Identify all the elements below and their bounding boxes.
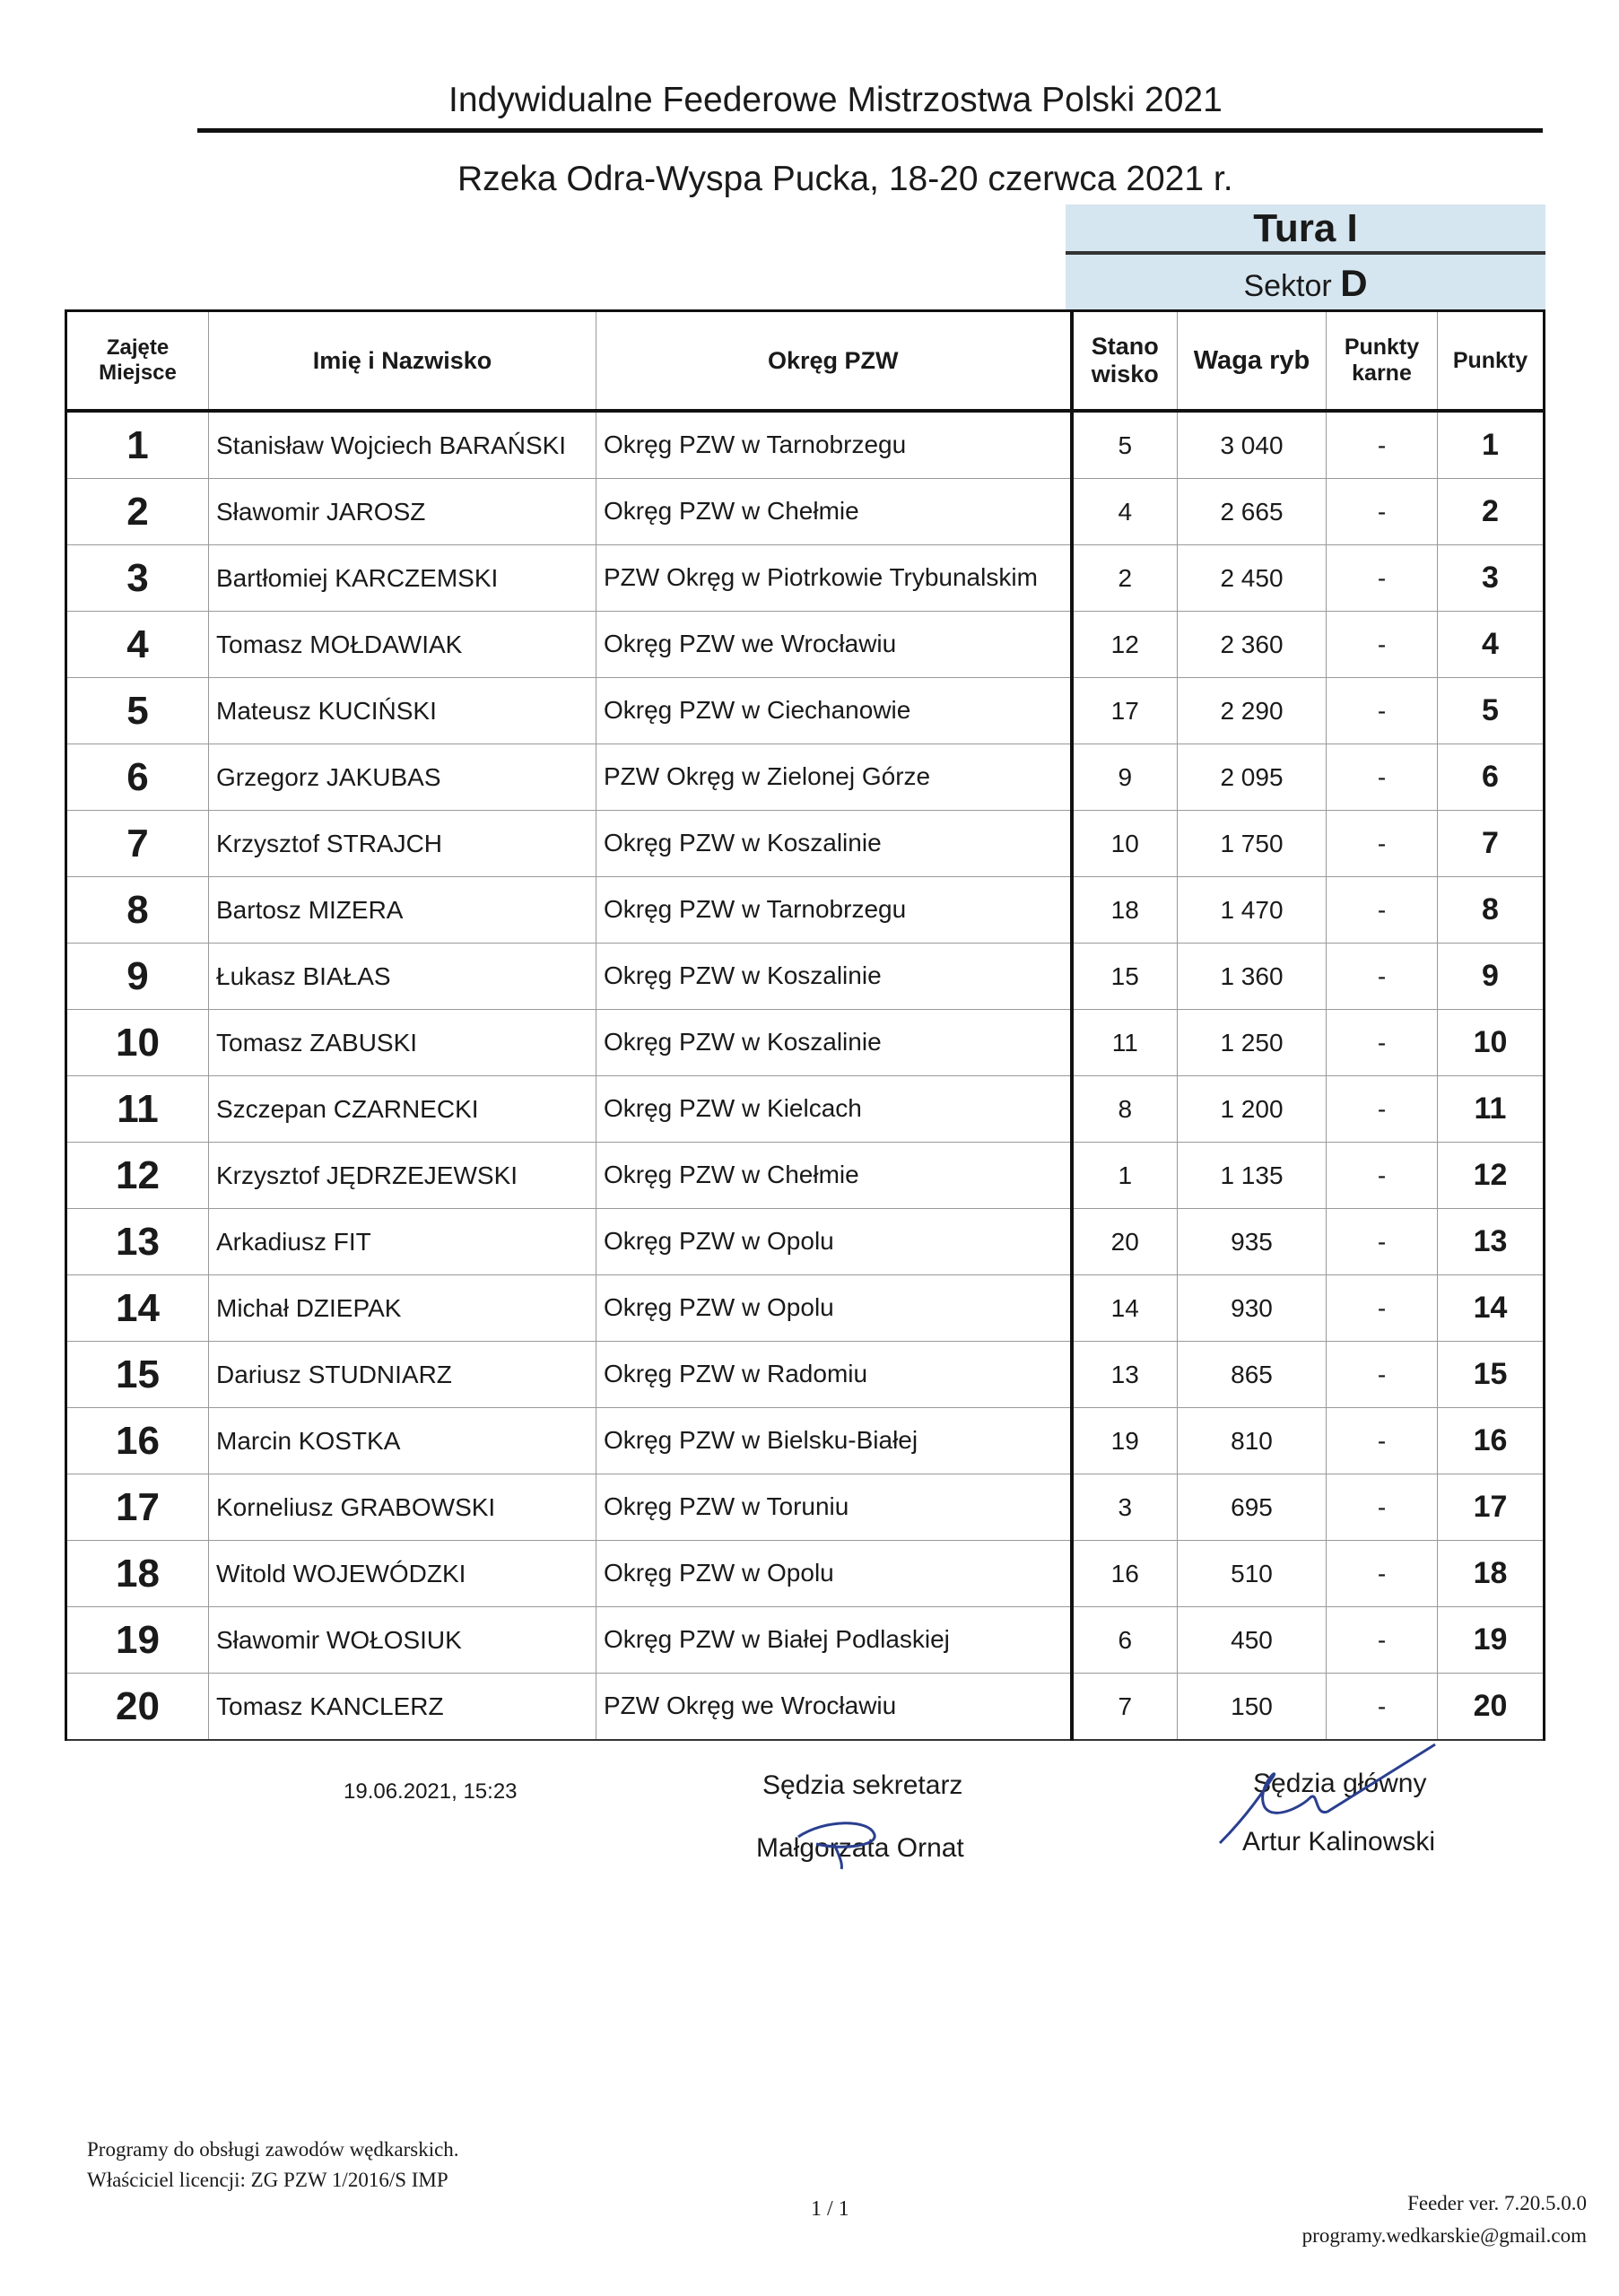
header-okreg: Okręg PZW bbox=[596, 311, 1072, 412]
secretary-name: Małgorzata Ornat bbox=[756, 1833, 964, 1863]
station-cell: 16 bbox=[1072, 1541, 1178, 1607]
table-row bbox=[66, 545, 1545, 612]
document-subtitle: Rzeka Odra-Wyspa Pucka, 18-20 czerwca 2021 r. bbox=[457, 160, 1233, 198]
station-cell: 6 bbox=[1072, 1607, 1178, 1674]
penalty-points-cell: - bbox=[1327, 944, 1438, 1010]
points-cell: 5 bbox=[1438, 678, 1545, 744]
competitor-name-cell: Tomasz KANCLERZ bbox=[209, 1674, 596, 1741]
competitor-name-cell: Stanisław Wojciech BARAŃSKI bbox=[209, 411, 596, 479]
table-row bbox=[66, 1474, 1545, 1541]
table-row bbox=[66, 1607, 1545, 1674]
header-punkty: Punkty bbox=[1438, 311, 1545, 412]
results-body bbox=[66, 411, 1545, 1740]
district-cell: Okręg PZW w Bielsku-Białej bbox=[596, 1408, 1072, 1474]
station-cell: 7 bbox=[1072, 1674, 1178, 1741]
place-cell: 4 bbox=[66, 612, 209, 678]
sector-value: D bbox=[1340, 262, 1368, 304]
fish-weight-cell: 1 360 bbox=[1178, 944, 1327, 1010]
fish-weight-cell: 450 bbox=[1178, 1607, 1327, 1674]
points-cell: 9 bbox=[1438, 944, 1545, 1010]
fish-weight-cell: 2 360 bbox=[1178, 612, 1327, 678]
penalty-points-cell: - bbox=[1327, 811, 1438, 877]
points-cell: 16 bbox=[1438, 1408, 1545, 1474]
fish-weight-cell: 2 290 bbox=[1178, 678, 1327, 744]
place-cell: 18 bbox=[66, 1541, 209, 1607]
district-cell: Okręg PZW w Koszalinie bbox=[596, 944, 1072, 1010]
table-row bbox=[66, 877, 1545, 944]
competitor-name-cell: Tomasz MOŁDAWIAK bbox=[209, 612, 596, 678]
report-datetime: 19.06.2021, 15:23 bbox=[344, 1779, 518, 1804]
page-number: 1 / 1 bbox=[811, 2197, 849, 2221]
table-row bbox=[66, 678, 1545, 744]
points-cell: 1 bbox=[1438, 411, 1545, 479]
fish-weight-cell: 150 bbox=[1178, 1674, 1327, 1741]
station-cell: 15 bbox=[1072, 944, 1178, 1010]
points-cell: 2 bbox=[1438, 479, 1545, 545]
chief-judge-title: Sędzia główny bbox=[1253, 1769, 1427, 1798]
competitor-name-cell: Witold WOJEWÓDZKI bbox=[209, 1541, 596, 1607]
station-cell: 9 bbox=[1072, 744, 1178, 811]
place-cell: 10 bbox=[66, 1010, 209, 1076]
table-row bbox=[66, 1010, 1545, 1076]
table-row bbox=[66, 1076, 1545, 1143]
station-cell: 17 bbox=[1072, 678, 1178, 744]
points-cell: 15 bbox=[1438, 1342, 1545, 1408]
competitor-name-cell: Sławomir JAROSZ bbox=[209, 479, 596, 545]
competitor-name-cell: Bartosz MIZERA bbox=[209, 877, 596, 944]
place-cell: 8 bbox=[66, 877, 209, 944]
penalty-points-cell: - bbox=[1327, 612, 1438, 678]
place-cell: 16 bbox=[66, 1408, 209, 1474]
place-cell: 1 bbox=[66, 411, 209, 479]
district-cell: Okręg PZW w Radomiu bbox=[596, 1342, 1072, 1408]
sector-label bbox=[1066, 262, 1545, 305]
table-row bbox=[66, 1674, 1545, 1741]
points-cell: 4 bbox=[1438, 612, 1545, 678]
district-cell: Okręg PZW w Kielcach bbox=[596, 1076, 1072, 1143]
place-cell: 17 bbox=[66, 1474, 209, 1541]
header-waga: Waga ryb bbox=[1178, 311, 1327, 412]
chief-judge-signature bbox=[1211, 1735, 1444, 1852]
place-cell: 6 bbox=[66, 744, 209, 811]
penalty-points-cell: - bbox=[1327, 1541, 1438, 1607]
place-cell: 5 bbox=[66, 678, 209, 744]
fish-weight-cell: 2 450 bbox=[1178, 545, 1327, 612]
penalty-points-cell: - bbox=[1327, 545, 1438, 612]
penalty-points-cell: - bbox=[1327, 744, 1438, 811]
penalty-points-cell: - bbox=[1327, 479, 1438, 545]
penalty-points-cell: - bbox=[1327, 1474, 1438, 1541]
table-row bbox=[66, 1408, 1545, 1474]
round-label: Tura I bbox=[1253, 206, 1358, 250]
district-cell: Okręg PZW w Tarnobrzegu bbox=[596, 877, 1072, 944]
district-cell: Okręg PZW w Koszalinie bbox=[596, 1010, 1072, 1076]
points-cell: 14 bbox=[1438, 1275, 1545, 1342]
header-place: Zajęte Miejsce bbox=[66, 311, 209, 412]
penalty-points-cell: - bbox=[1327, 1209, 1438, 1275]
district-cell: Okręg PZW w Ciechanowie bbox=[596, 678, 1072, 744]
station-cell: 12 bbox=[1072, 612, 1178, 678]
table-row bbox=[66, 1209, 1545, 1275]
place-cell: 2 bbox=[66, 479, 209, 545]
penalty-points-cell: - bbox=[1327, 1342, 1438, 1408]
competitor-name-cell: Krzysztof STRAJCH bbox=[209, 811, 596, 877]
station-cell: 11 bbox=[1072, 1010, 1178, 1076]
district-cell: Okręg PZW we Wrocławiu bbox=[596, 612, 1072, 678]
table-row bbox=[66, 479, 1545, 545]
district-cell: Okręg PZW w Białej Podlaskiej bbox=[596, 1607, 1072, 1674]
secretary-title: Sędzia sekretarz bbox=[762, 1770, 963, 1800]
fish-weight-cell: 695 bbox=[1178, 1474, 1327, 1541]
points-cell: 8 bbox=[1438, 877, 1545, 944]
points-cell: 20 bbox=[1438, 1674, 1545, 1741]
competitor-name-cell: Tomasz ZABUSKI bbox=[209, 1010, 596, 1076]
fish-weight-cell: 3 040 bbox=[1178, 411, 1327, 479]
competitor-name-cell: Szczepan CZARNECKI bbox=[209, 1076, 596, 1143]
place-cell: 9 bbox=[66, 944, 209, 1010]
table-row bbox=[66, 944, 1545, 1010]
station-cell: 2 bbox=[1072, 545, 1178, 612]
competitor-name-cell: Sławomir WOŁOSIUK bbox=[209, 1607, 596, 1674]
table-row bbox=[66, 1143, 1545, 1209]
fish-weight-cell: 1 250 bbox=[1178, 1010, 1327, 1076]
fish-weight-cell: 1 200 bbox=[1178, 1076, 1327, 1143]
penalty-points-cell: - bbox=[1327, 877, 1438, 944]
footer-version: Feeder ver. 7.20.5.0.0 bbox=[1407, 2192, 1587, 2214]
points-cell: 3 bbox=[1438, 545, 1545, 612]
station-cell: 14 bbox=[1072, 1275, 1178, 1342]
station-cell: 20 bbox=[1072, 1209, 1178, 1275]
competitor-name-cell: Mateusz KUCIŃSKI bbox=[209, 678, 596, 744]
district-cell: Okręg PZW w Toruniu bbox=[596, 1474, 1072, 1541]
station-cell: 19 bbox=[1072, 1408, 1178, 1474]
penalty-points-cell: - bbox=[1327, 1607, 1438, 1674]
station-cell: 8 bbox=[1072, 1076, 1178, 1143]
header-stanowisko: Stano wisko bbox=[1072, 311, 1178, 412]
place-cell: 14 bbox=[66, 1275, 209, 1342]
place-cell: 11 bbox=[66, 1076, 209, 1143]
district-cell: Okręg PZW w Opolu bbox=[596, 1275, 1072, 1342]
fish-weight-cell: 1 470 bbox=[1178, 877, 1327, 944]
district-cell: PZW Okręg we Wrocławiu bbox=[596, 1674, 1072, 1741]
station-cell: 3 bbox=[1072, 1474, 1178, 1541]
place-cell: 3 bbox=[66, 545, 209, 612]
results-table bbox=[65, 309, 1545, 1741]
table-row bbox=[66, 744, 1545, 811]
points-cell: 6 bbox=[1438, 744, 1545, 811]
place-cell: 15 bbox=[66, 1342, 209, 1408]
points-cell: 19 bbox=[1438, 1607, 1545, 1674]
district-cell: Okręg PZW w Chełmie bbox=[596, 1143, 1072, 1209]
table-row bbox=[66, 811, 1545, 877]
footer-license-info: Właściciel licencji: ZG PZW 1/2016/S IMP bbox=[87, 2169, 448, 2191]
secretary-signature bbox=[789, 1810, 888, 1873]
penalty-points-cell: - bbox=[1327, 1674, 1438, 1741]
fish-weight-cell: 510 bbox=[1178, 1541, 1327, 1607]
header-name: Imię i Nazwisko bbox=[209, 311, 596, 412]
points-cell: 18 bbox=[1438, 1541, 1545, 1607]
district-cell: Okręg PZW w Tarnobrzegu bbox=[596, 411, 1072, 479]
table-row bbox=[66, 411, 1545, 479]
points-cell: 12 bbox=[1438, 1143, 1545, 1209]
table-row bbox=[66, 1275, 1545, 1342]
competitor-name-cell: Bartłomiej KARCZEMSKI bbox=[209, 545, 596, 612]
place-cell: 20 bbox=[66, 1674, 209, 1741]
fish-weight-cell: 865 bbox=[1178, 1342, 1327, 1408]
fish-weight-cell: 2 665 bbox=[1178, 479, 1327, 545]
competitor-name-cell: Korneliusz GRABOWSKI bbox=[209, 1474, 596, 1541]
fish-weight-cell: 2 095 bbox=[1178, 744, 1327, 811]
district-cell: PZW Okręg w Piotrkowie Trybunalskim bbox=[596, 545, 1072, 612]
penalty-points-cell: - bbox=[1327, 678, 1438, 744]
chief-judge-name: Artur Kalinowski bbox=[1242, 1827, 1436, 1857]
place-cell: 12 bbox=[66, 1143, 209, 1209]
place-cell: 7 bbox=[66, 811, 209, 877]
fish-weight-cell: 1 135 bbox=[1178, 1143, 1327, 1209]
fish-weight-cell: 1 750 bbox=[1178, 811, 1327, 877]
station-cell: 10 bbox=[1072, 811, 1178, 877]
fish-weight-cell: 935 bbox=[1178, 1209, 1327, 1275]
district-cell: Okręg PZW w Chełmie bbox=[596, 479, 1072, 545]
competitor-name-cell: Łukasz BIAŁAS bbox=[209, 944, 596, 1010]
table-row bbox=[66, 612, 1545, 678]
penalty-points-cell: - bbox=[1327, 1275, 1438, 1342]
fish-weight-cell: 810 bbox=[1178, 1408, 1327, 1474]
penalty-points-cell: - bbox=[1327, 1076, 1438, 1143]
district-cell: PZW Okręg w Zielonej Górze bbox=[596, 744, 1072, 811]
station-cell: 13 bbox=[1072, 1342, 1178, 1408]
competitor-name-cell: Grzegorz JAKUBAS bbox=[209, 744, 596, 811]
competitor-name-cell: Dariusz STUDNIARZ bbox=[209, 1342, 596, 1408]
station-cell: 4 bbox=[1072, 479, 1178, 545]
footer-email: programy.wedkarskie@gmail.com bbox=[1301, 2224, 1587, 2247]
station-cell: 1 bbox=[1072, 1143, 1178, 1209]
table-row bbox=[66, 1541, 1545, 1607]
penalty-points-cell: - bbox=[1327, 411, 1438, 479]
station-cell: 5 bbox=[1072, 411, 1178, 479]
title-divider bbox=[197, 128, 1543, 133]
fish-weight-cell: 930 bbox=[1178, 1275, 1327, 1342]
footer-program-info: Programy do obsługi zawodów wędkarskich. bbox=[87, 2138, 459, 2161]
penalty-points-cell: - bbox=[1327, 1143, 1438, 1209]
competitor-name-cell: Michał DZIEPAK bbox=[209, 1275, 596, 1342]
sector-label-text: Sektor bbox=[1243, 269, 1332, 303]
points-cell: 10 bbox=[1438, 1010, 1545, 1076]
competitor-name-cell: Arkadiusz FIT bbox=[209, 1209, 596, 1275]
points-cell: 11 bbox=[1438, 1076, 1545, 1143]
points-cell: 17 bbox=[1438, 1474, 1545, 1541]
competitor-name-cell: Krzysztof JĘDRZEJEWSKI bbox=[209, 1143, 596, 1209]
place-cell: 13 bbox=[66, 1209, 209, 1275]
round-header-divider bbox=[1066, 251, 1545, 255]
penalty-points-cell: - bbox=[1327, 1010, 1438, 1076]
document-title: Indywidualne Feederowe Mistrzostwa Polski 2021 bbox=[448, 81, 1223, 119]
penalty-points-cell: - bbox=[1327, 1408, 1438, 1474]
points-cell: 13 bbox=[1438, 1209, 1545, 1275]
competitor-name-cell: Marcin KOSTKA bbox=[209, 1408, 596, 1474]
district-cell: Okręg PZW w Opolu bbox=[596, 1541, 1072, 1607]
station-cell: 18 bbox=[1072, 877, 1178, 944]
district-cell: Okręg PZW w Opolu bbox=[596, 1209, 1072, 1275]
header-karne: Punkty karne bbox=[1327, 311, 1438, 412]
district-cell: Okręg PZW w Koszalinie bbox=[596, 811, 1072, 877]
table-row bbox=[66, 1342, 1545, 1408]
place-cell: 19 bbox=[66, 1607, 209, 1674]
table-header-row bbox=[66, 311, 1545, 412]
points-cell: 7 bbox=[1438, 811, 1545, 877]
